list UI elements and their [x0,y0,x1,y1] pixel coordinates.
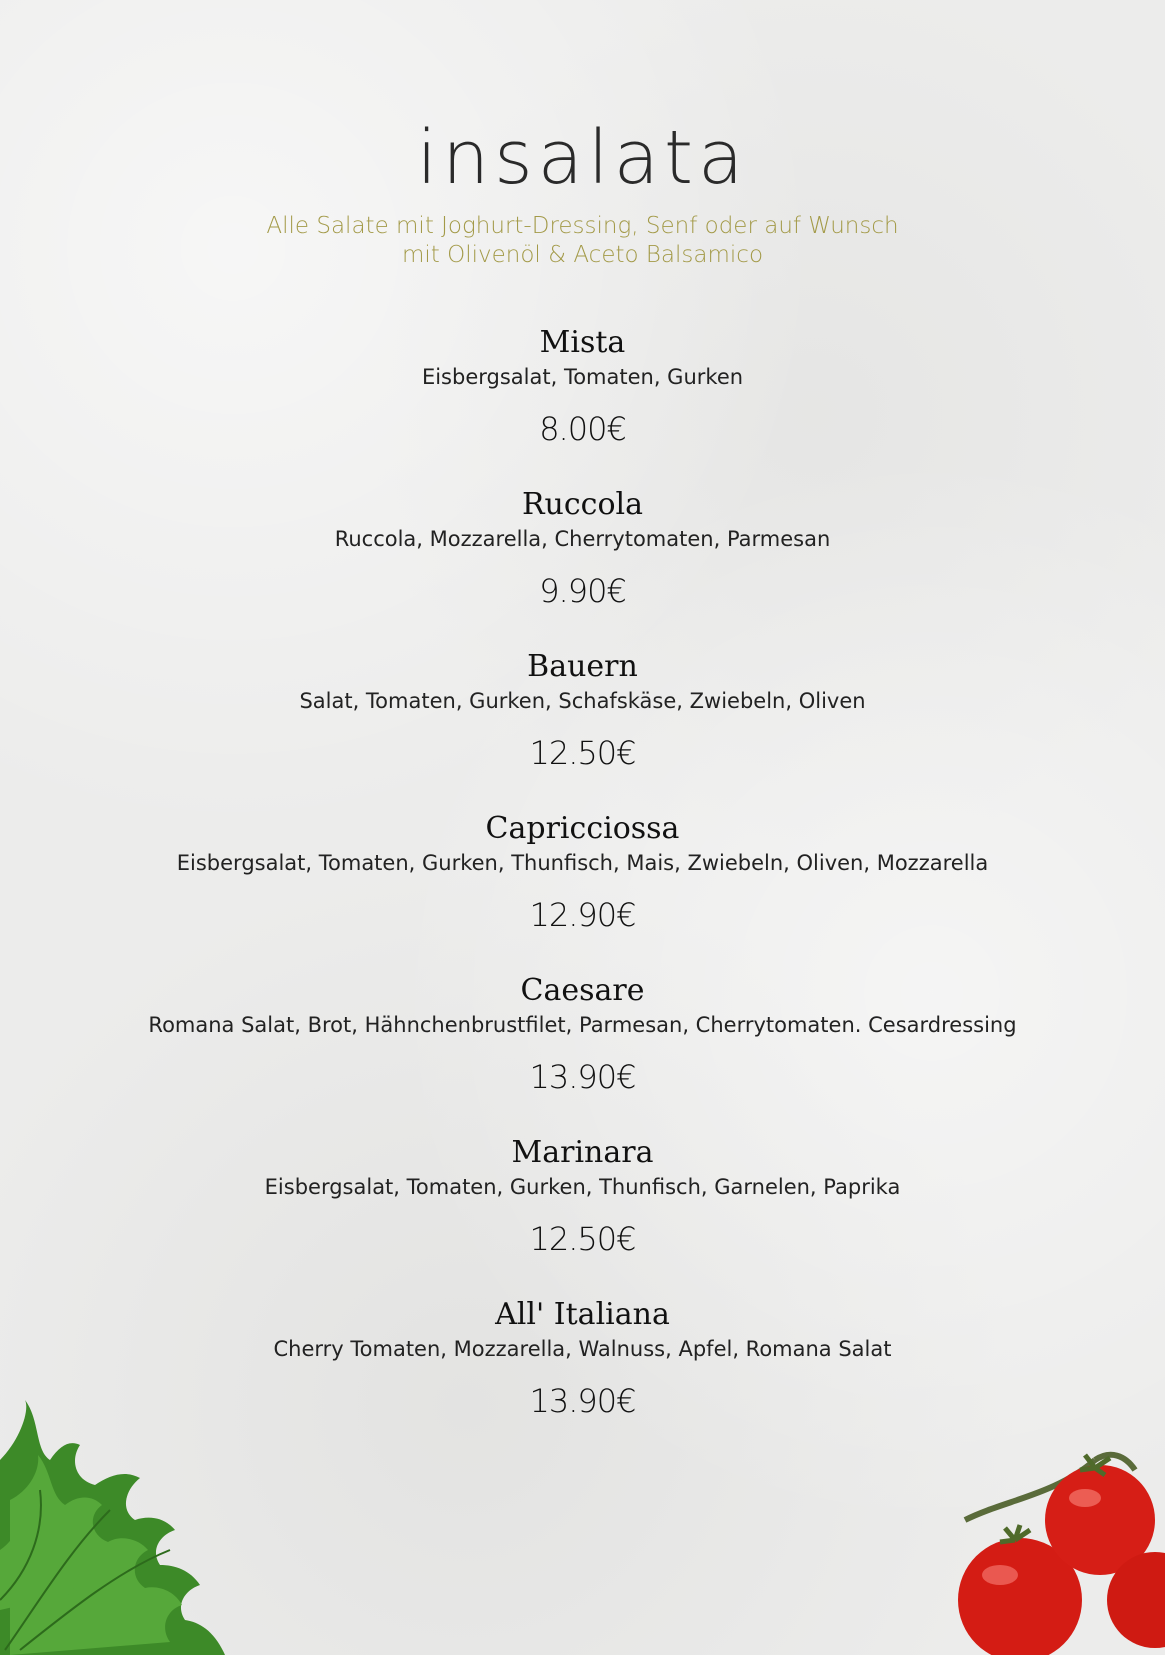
item-price: 8.00€ [539,410,626,448]
item-description: Romana Salat, Brot, Hähnchenbrustfilet, Parmesan, Cherrytomaten. Cesardressing [148,1013,1017,1037]
item-price: 12.90€ [529,896,636,934]
item-description: Eisbergsalat, Tomaten, Gurken, Thunfisch, Garnelen, Paprika [264,1175,901,1199]
item-name: Bauern [527,649,638,684]
item-name: Marinara [511,1135,654,1170]
cherry-tomatoes-icon [945,1440,1165,1655]
item-name: All' Italiana [495,1297,670,1332]
item-description: Eisbergsalat, Tomaten, Gurken [421,365,744,389]
item-name: Ruccola [521,487,644,522]
subtitle [0,212,1165,270]
item-price: 12.50€ [529,1220,636,1258]
menu-item [0,973,1165,1095]
item-description: Ruccola, Mozzarella, Cherrytomaten, Parmesan [334,527,831,551]
item-name: Capricciossa [485,811,680,846]
item-name: Mista [539,325,626,360]
page-title: insalata [416,115,749,201]
item-price: 9.90€ [539,572,626,610]
subtitle-line-2: mit Olivenöl & Aceto Balsamico [401,242,764,268]
menu-item [0,1135,1165,1257]
arugula-leaves-icon [0,1400,230,1655]
item-description: Cherry Tomaten, Mozzarella, Walnuss, Apfel, Romana Salat [273,1337,892,1361]
menu-item [0,487,1165,609]
menu-item [0,811,1165,933]
item-price: 12.50€ [529,734,636,772]
item-description: Eisbergsalat, Tomaten, Gurken, Thunfisch, Mais, Zwiebeln, Oliven, Mozzarella [176,851,989,875]
item-name: Caesare [520,973,645,1008]
item-price: 13.90€ [529,1058,636,1096]
item-price: 13.90€ [529,1382,636,1420]
item-description: Salat, Tomaten, Gurken, Schafskäse, Zwiebeln, Oliven [299,689,866,713]
subtitle-line-1: Alle Salate mit Joghurt-Dressing, Senf oder auf Wunsch [266,213,899,239]
menu-item [0,325,1165,447]
menu-item [0,649,1165,771]
